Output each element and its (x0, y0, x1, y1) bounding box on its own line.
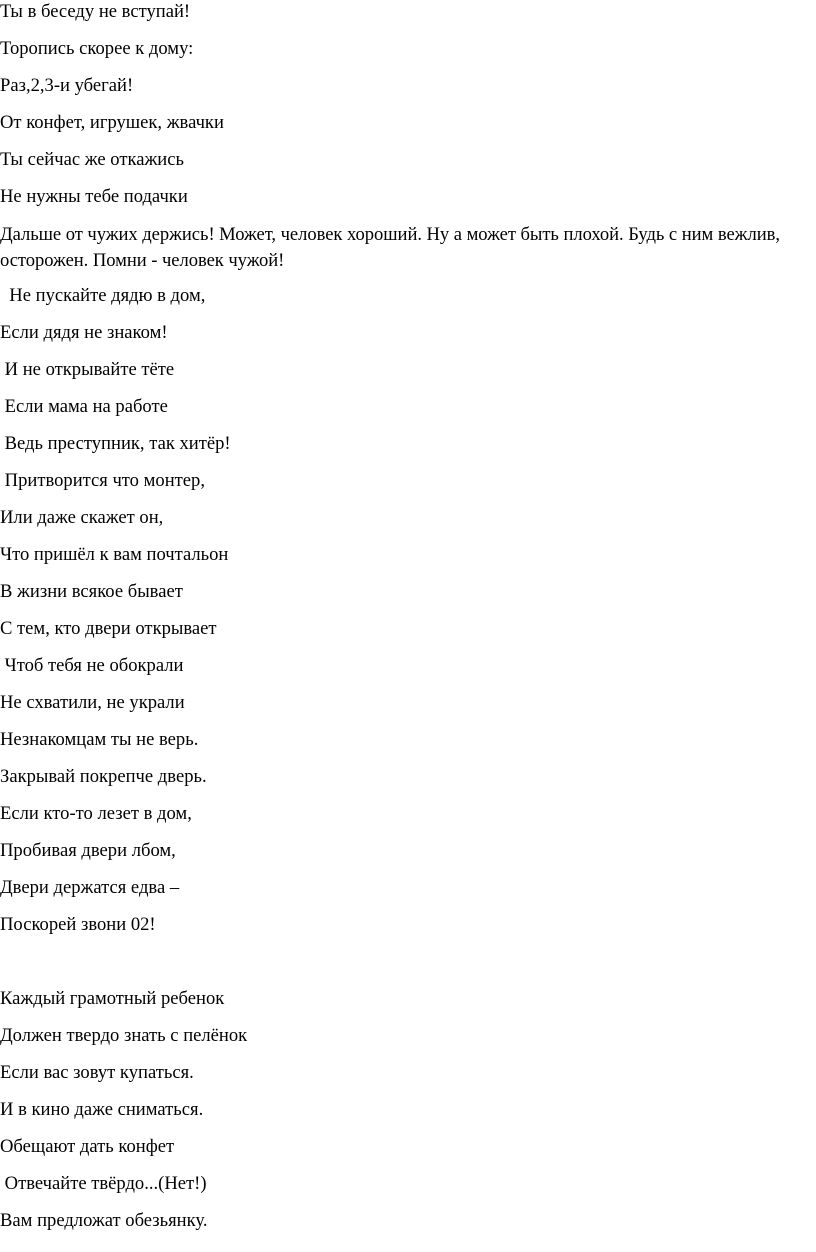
poem-line-9: Если дядя не знаком! (0, 322, 168, 343)
poem-line-2: Торопись скорее к дому: (0, 38, 194, 59)
poem-line-26: Каждый грамотный ребенок (0, 988, 225, 1009)
poem-line-6: Не нужны тебе подачки (0, 186, 188, 207)
poem-line-16: В жизни всякое бывает (0, 581, 183, 602)
poem-line-28: Если вас зовут купаться. (0, 1062, 194, 1083)
poem-line-15: Что пришёл к вам почтальон (0, 544, 229, 565)
poem-line-24: Двери держатся едва – (0, 877, 180, 898)
poem-line-12: Ведь преступник, так хитёр! (0, 433, 231, 454)
poem-line-4: От конфет, игрушек, жвачки (0, 112, 224, 133)
poem-line-27: Должен твердо знать с пелёнок (0, 1025, 248, 1046)
poem-line-19: Не схватили, не украли (0, 692, 185, 713)
poem-line-21: Закрывай покрепче дверь. (0, 766, 207, 787)
poem-line-5: Ты сейчас же откажись (0, 149, 184, 170)
poem-line-17: С тем, кто двери открывает (0, 618, 217, 639)
poem-line-31: Отвечайте твёрдо...(Нет!) (0, 1173, 207, 1194)
poem-line-32: Вам предложат обезьянку. (0, 1210, 208, 1231)
poem-line-10: И не открывайте тёте (0, 359, 175, 380)
poem-line-18: Чтоб тебя не обокрали (0, 655, 184, 676)
poem-line-1: Ты в беседу не вступай! (0, 1, 191, 22)
poem-line-14: Или даже скажет он, (0, 507, 164, 528)
poem-line-23: Пробивая двери лбом, (0, 840, 176, 861)
poem-line-8: Не пускайте дядю в дом, (0, 285, 206, 306)
poem-line-25: Поскорей звони 02! (0, 914, 156, 935)
poem-line-22: Если кто-то лезет в дом, (0, 803, 192, 824)
poem-line-3: Раз,2,3-и убегай! (0, 75, 134, 96)
poem-paragraph: Дальше от чужих держись! Может, человек хороший. Ну а может быть плохой. Будь с ним вежлив, осторожен. Помни - человек чужой! (0, 224, 780, 271)
poem-line-20: Незнакомцам ты не верь. (0, 729, 199, 750)
poem-line-11: Если мама на работе (0, 396, 168, 417)
poem-line-30: Обещают дать конфет (0, 1136, 175, 1157)
poem-line-13: Притворится что монтер, (0, 470, 205, 491)
poem-line-29: И в кино даже сниматься. (0, 1099, 204, 1120)
